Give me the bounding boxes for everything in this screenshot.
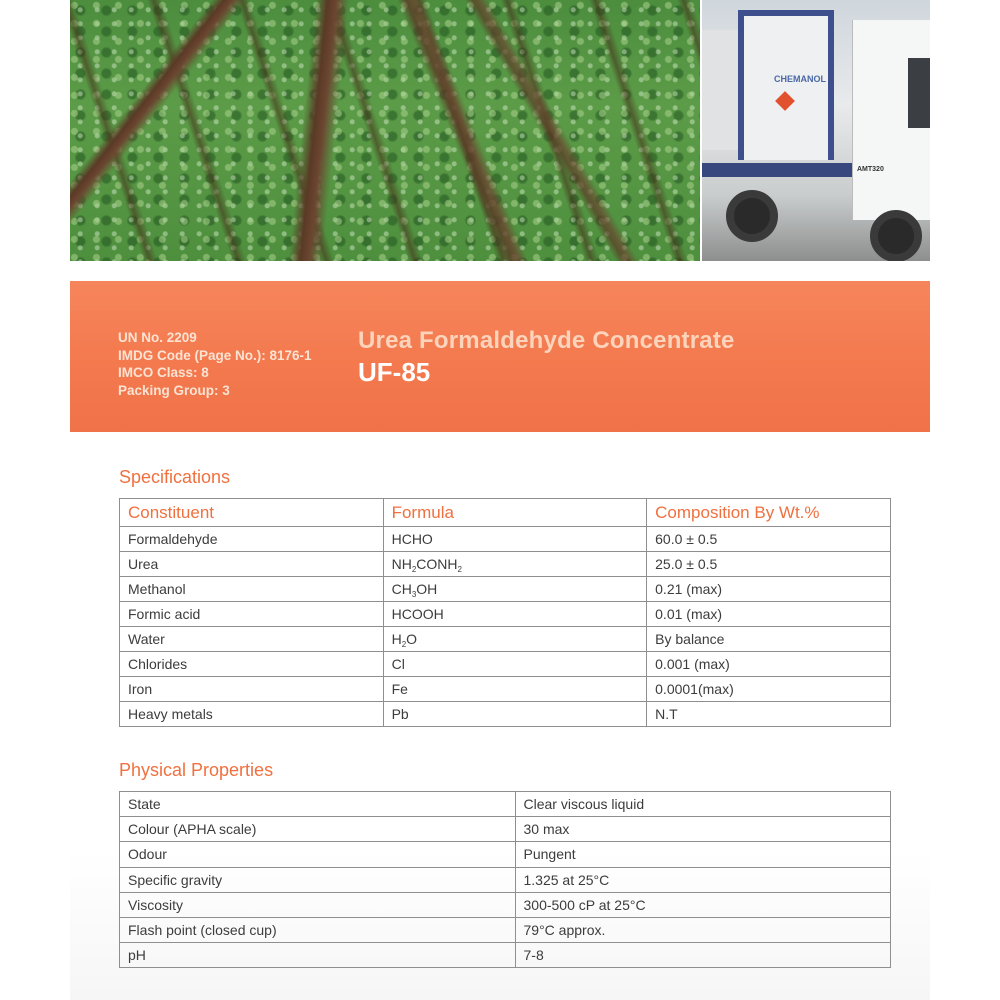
value-cell: Clear viscous liquid — [515, 792, 891, 817]
formula-subscript: 3 — [411, 590, 417, 599]
value-cell: Pungent — [515, 842, 891, 867]
table-row — [120, 842, 891, 867]
table-row — [120, 817, 891, 842]
composition-cell: 0.001 (max) — [647, 652, 891, 677]
property-cell: Viscosity — [120, 892, 516, 917]
packing-group: Packing Group: 3 — [118, 382, 230, 398]
value-cell: 79°C approx. — [515, 917, 891, 942]
formula-text: Fe — [391, 681, 408, 697]
composition-cell: 0.0001(max) — [647, 677, 891, 702]
formula-subscript: 2 — [401, 640, 407, 649]
formula-cell — [383, 527, 647, 552]
table-row — [120, 677, 891, 702]
formula-text: CH — [391, 581, 412, 597]
truck-chassis — [702, 163, 862, 177]
truck-wheel — [870, 210, 922, 261]
table-row — [120, 702, 891, 727]
product-title: Urea Formaldehyde Concentrate — [358, 327, 735, 354]
constituent-cell: Iron — [120, 677, 384, 702]
constituent-cell: Formaldehyde — [120, 527, 384, 552]
formula-text: HCOOH — [391, 606, 444, 622]
table-row — [120, 577, 891, 602]
formula-subscript: 2 — [457, 565, 462, 574]
formula-text: CONH — [416, 556, 458, 572]
formula-cell — [383, 677, 647, 702]
composition-cell: 0.01 (max) — [647, 602, 891, 627]
constituent-cell: Methanol — [120, 577, 384, 602]
value-cell: 30 max — [515, 817, 891, 842]
formula-cell — [383, 652, 647, 677]
tank-brand-label: CHEMANOL — [774, 74, 826, 84]
property-cell: Flash point (closed cup) — [120, 917, 516, 942]
table-row — [120, 792, 891, 817]
property-cell: Colour (APHA scale) — [120, 817, 516, 842]
formula-text: Pb — [391, 706, 409, 722]
table-row — [120, 943, 891, 968]
truck-wheel — [726, 190, 778, 242]
constituent-cell: Formic acid — [120, 602, 384, 627]
composition-cell: 25.0 ± 0.5 — [647, 552, 891, 577]
table-row — [120, 527, 891, 552]
property-cell: pH — [120, 943, 516, 968]
soil-furrow — [288, 0, 349, 261]
table-row — [120, 627, 891, 652]
column-header-composition: Composition By Wt.% — [647, 499, 891, 527]
column-header-constituent: Constituent — [120, 499, 384, 527]
constituent-cell: Water — [120, 627, 384, 652]
constituent-cell: Heavy metals — [120, 702, 384, 727]
property-cell: State — [120, 792, 516, 817]
table-row — [120, 917, 891, 942]
value-cell: 7-8 — [515, 943, 891, 968]
imdg-code: IMDG Code (Page No.): 8176-1 — [118, 347, 312, 363]
formula-cell — [383, 602, 647, 627]
physical-properties-heading: Physical Properties — [119, 760, 274, 780]
imco-class: IMCO Class: 8 — [118, 365, 209, 380]
crop-field-photo — [70, 0, 700, 261]
product-banner — [70, 281, 930, 432]
physical-properties-table — [119, 791, 891, 968]
table-row — [120, 602, 891, 627]
cab-window — [908, 58, 930, 128]
composition-cell: N.T — [647, 702, 891, 727]
value-cell: 300-500 cP at 25°C — [515, 892, 891, 917]
cab-label: AMT320 — [857, 166, 884, 173]
constituent-cell: Urea — [120, 552, 384, 577]
value-cell: 1.325 at 25°C — [515, 867, 891, 892]
composition-cell: By balance — [647, 627, 891, 652]
soil-furrow — [70, 0, 246, 261]
formula-text: OH — [416, 581, 438, 597]
truck-cab — [852, 20, 930, 220]
iso-tank — [738, 10, 834, 160]
property-cell: Specific gravity — [120, 867, 516, 892]
table-row — [120, 892, 891, 917]
formula-text: HCHO — [391, 531, 433, 547]
formula-text: O — [406, 631, 418, 647]
composition-cell: 60.0 ± 0.5 — [647, 527, 891, 552]
column-header-formula: Formula — [383, 499, 647, 527]
formula-cell — [383, 627, 647, 652]
formula-cell — [383, 577, 647, 602]
un-number: UN No. 2209 — [118, 330, 197, 345]
specifications-heading: Specifications — [119, 467, 231, 487]
property-cell: Odour — [120, 842, 516, 867]
formula-subscript: 2 — [411, 565, 417, 574]
constituent-cell: Chlorides — [120, 652, 384, 677]
formula-cell — [383, 702, 647, 727]
datasheet-page — [70, 0, 930, 1000]
product-code: UF-85 — [358, 357, 431, 387]
table-row — [120, 652, 891, 677]
specifications-table — [119, 498, 891, 727]
table-row — [120, 867, 891, 892]
table-header-row — [120, 499, 891, 527]
hazard-diamond-icon — [775, 91, 795, 111]
formula-text: Cl — [391, 656, 405, 672]
table-row — [120, 552, 891, 577]
tanker-truck-photo — [702, 0, 930, 261]
composition-cell: 0.21 (max) — [647, 577, 891, 602]
hero-images — [70, 0, 930, 261]
formula-text: NH — [391, 556, 412, 572]
formula-cell — [383, 552, 647, 577]
hazard-info — [118, 329, 312, 399]
formula-text: H — [391, 631, 402, 647]
background-tank — [702, 30, 742, 150]
